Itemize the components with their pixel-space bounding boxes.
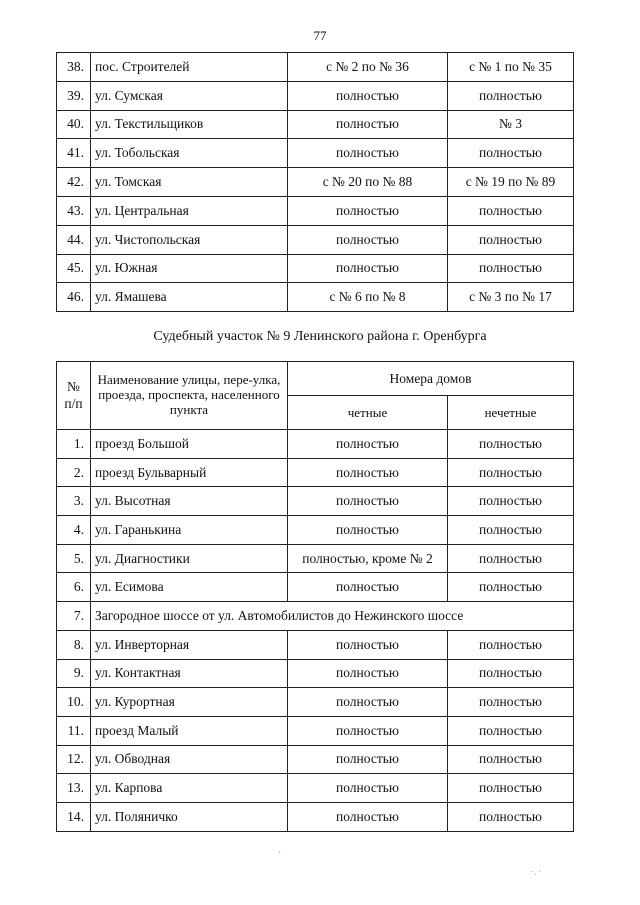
header-odd: нечетные — [448, 396, 574, 430]
street-name: ул. Томская — [91, 168, 288, 197]
even-houses: полностью — [288, 516, 448, 545]
table-row — [57, 458, 574, 487]
even-houses: полностью — [288, 81, 448, 110]
row-number: 44. — [57, 225, 91, 254]
row-number: 1. — [57, 430, 91, 459]
row-number: 13. — [57, 774, 91, 803]
table-row — [57, 573, 574, 602]
table-row — [57, 81, 574, 110]
scan-artifact: ·.· — [530, 867, 543, 878]
odd-houses: полностью — [448, 716, 574, 745]
table-row — [57, 630, 574, 659]
street-name: ул. Инверторная — [91, 630, 288, 659]
street-name: ул. Центральная — [91, 196, 288, 225]
street-name: ул. Чистопольская — [91, 225, 288, 254]
row-number: 40. — [57, 110, 91, 139]
even-houses: с № 6 по № 8 — [288, 283, 448, 312]
header-even: четные — [288, 396, 448, 430]
scan-artifact: · — [278, 848, 282, 859]
odd-houses: полностью — [448, 81, 574, 110]
row-number: 10. — [57, 688, 91, 717]
street-name: ул. Курортная — [91, 688, 288, 717]
street-name: ул. Поляничко — [91, 802, 288, 831]
header-street-name: Наименование улицы, пере-улка, проезда, проспекта, населенного пункта — [91, 362, 288, 430]
row-number: 42. — [57, 168, 91, 197]
even-houses: полностью — [288, 688, 448, 717]
even-houses: полностью, кроме № 2 — [288, 544, 448, 573]
table-row — [57, 659, 574, 688]
table-row — [57, 430, 574, 459]
row-number: 6. — [57, 573, 91, 602]
row-number: 43. — [57, 196, 91, 225]
row-number: 12. — [57, 745, 91, 774]
row-number: 46. — [57, 283, 91, 312]
row-number: 14. — [57, 802, 91, 831]
table-row — [57, 544, 574, 573]
row-number: 2. — [57, 458, 91, 487]
street-name: ул. Есимова — [91, 573, 288, 602]
street-name: ул. Диагностики — [91, 544, 288, 573]
odd-houses: полностью — [448, 139, 574, 168]
table-row — [57, 53, 574, 82]
street-name: пос. Строителей — [91, 53, 288, 82]
even-houses: полностью — [288, 659, 448, 688]
even-houses: полностью — [288, 430, 448, 459]
even-houses: полностью — [288, 196, 448, 225]
street-name: ул. Текстильщиков — [91, 110, 288, 139]
even-houses: полностью — [288, 716, 448, 745]
streets-table-district-9 — [56, 361, 574, 832]
street-name: проезд Большой — [91, 430, 288, 459]
table-row — [57, 774, 574, 803]
even-houses: полностью — [288, 802, 448, 831]
row-number: 4. — [57, 516, 91, 545]
odd-houses: полностью — [448, 458, 574, 487]
row-span-text: Загородное шоссе от ул. Автомобилистов до Нежинского шоссе — [91, 602, 574, 631]
street-name: ул. Ямашева — [91, 283, 288, 312]
table-row — [57, 802, 574, 831]
odd-houses: полностью — [448, 544, 574, 573]
odd-houses: полностью — [448, 802, 574, 831]
odd-houses: полностью — [448, 430, 574, 459]
even-houses: полностью — [288, 254, 448, 283]
street-name: проезд Бульварный — [91, 458, 288, 487]
street-name: ул. Высотная — [91, 487, 288, 516]
odd-houses: полностью — [448, 745, 574, 774]
header-number: № п/п — [57, 362, 91, 430]
even-houses: полностью — [288, 573, 448, 602]
table-row — [57, 745, 574, 774]
street-name: ул. Гаранькина — [91, 516, 288, 545]
street-name: ул. Контактная — [91, 659, 288, 688]
row-number: 11. — [57, 716, 91, 745]
street-name: ул. Карпова — [91, 774, 288, 803]
odd-houses: полностью — [448, 254, 574, 283]
odd-houses: полностью — [448, 225, 574, 254]
odd-houses: полностью — [448, 659, 574, 688]
even-houses: полностью — [288, 745, 448, 774]
table-row — [57, 196, 574, 225]
row-number: 38. — [57, 53, 91, 82]
row-number: 41. — [57, 139, 91, 168]
even-houses: полностью — [288, 110, 448, 139]
row-number: 8. — [57, 630, 91, 659]
odd-houses: полностью — [448, 630, 574, 659]
odd-houses: полностью — [448, 573, 574, 602]
table-row — [57, 516, 574, 545]
even-houses: полностью — [288, 774, 448, 803]
odd-houses: № 3 — [448, 110, 574, 139]
row-number: 5. — [57, 544, 91, 573]
table-row — [57, 225, 574, 254]
street-name: ул. Тобольская — [91, 139, 288, 168]
table-row — [57, 602, 574, 631]
table-row — [57, 168, 574, 197]
header-house-numbers: Номера домов — [288, 362, 574, 396]
even-houses: полностью — [288, 458, 448, 487]
streets-table-continued — [56, 52, 574, 312]
odd-houses: полностью — [448, 516, 574, 545]
even-houses: полностью — [288, 139, 448, 168]
even-houses: полностью — [288, 225, 448, 254]
table-row — [57, 688, 574, 717]
table-row — [57, 487, 574, 516]
odd-houses: полностью — [448, 688, 574, 717]
section-caption: Судебный участок № 9 Ленинского района г. Оренбурга — [153, 329, 487, 344]
street-name: ул. Южная — [91, 254, 288, 283]
odd-houses: с № 1 по № 35 — [448, 53, 574, 82]
even-houses: с № 20 по № 88 — [288, 168, 448, 197]
street-name: ул. Обводная — [91, 745, 288, 774]
table-row — [57, 139, 574, 168]
table-row — [57, 254, 574, 283]
row-number: 39. — [57, 81, 91, 110]
odd-houses: полностью — [448, 487, 574, 516]
even-houses: полностью — [288, 487, 448, 516]
even-houses: с № 2 по № 36 — [288, 53, 448, 82]
odd-houses: полностью — [448, 196, 574, 225]
street-name: проезд Малый — [91, 716, 288, 745]
street-name: ул. Сумская — [91, 81, 288, 110]
table-row — [57, 283, 574, 312]
row-number: 7. — [57, 602, 91, 631]
page-number: 77 — [313, 28, 327, 43]
odd-houses: с № 3 по № 17 — [448, 283, 574, 312]
row-number: 3. — [57, 487, 91, 516]
row-number: 9. — [57, 659, 91, 688]
odd-houses: с № 19 по № 89 — [448, 168, 574, 197]
table-row — [57, 110, 574, 139]
odd-houses: полностью — [448, 774, 574, 803]
row-number: 45. — [57, 254, 91, 283]
even-houses: полностью — [288, 630, 448, 659]
table-row — [57, 716, 574, 745]
